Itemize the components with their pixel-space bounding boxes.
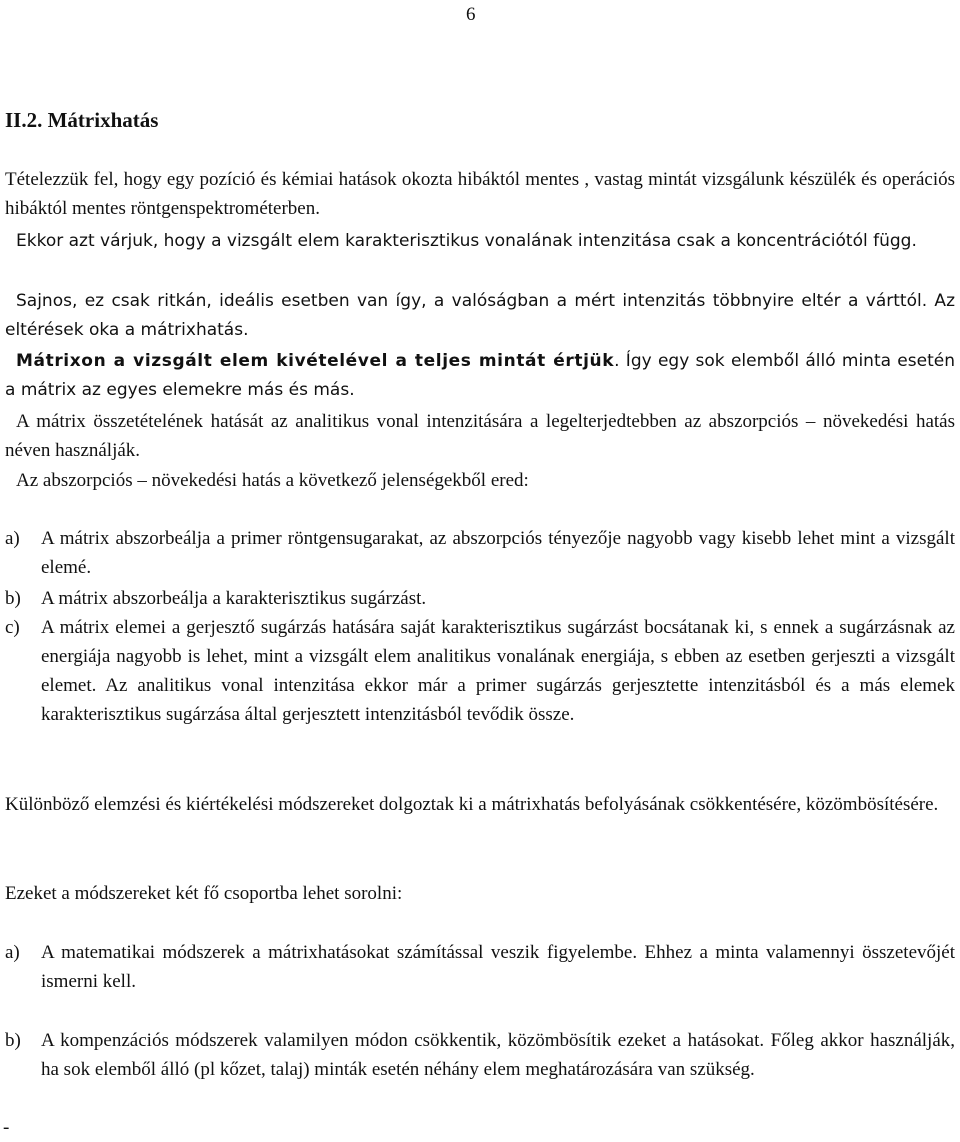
list-item-label: b) xyxy=(5,588,21,609)
list-item-label: a) xyxy=(5,942,20,963)
paragraph-method-groups: Ezeket a módszereket két fő csoportba lehet sorolni: xyxy=(5,883,403,904)
paragraph-absorption-effect: A mátrix összetételének hatását az analitikus vonal intenzitására a legelterjedtebben az abszorpciós – növekedési hatás néven használják. xyxy=(5,411,955,461)
list-item xyxy=(5,584,955,613)
list-item-text: A kompenzációs módszerek valamilyen módon csökkentik, közömbösítik ezeket a hatásokat. Főleg akkor használják, ha sok elemből álló (pl kőzet, talaj) minták esetén néhány elem meghatározására van szükség. xyxy=(41,1030,955,1080)
paragraph-matrix-definition xyxy=(5,347,955,405)
list-item-label: a) xyxy=(5,528,20,549)
paragraph-deviation: Sajnos, ez csak ritkán, ideális esetben van így, a valóságban a mért intenzitás többnyire eltér a várttól. Az eltérések oka a mátrixhatás. xyxy=(5,291,955,340)
intro-paragraph: Tételezzük fel, hogy egy pozíció és kémiai hatások okozta hibáktól mentes , vastag mintát vizsgálunk készülék és operációs hibáktól mentes röntgenspektrométerben. xyxy=(5,169,955,219)
list-item xyxy=(5,938,955,996)
list-item-text: A mátrix elemei a gerjesztő sugárzás hatására saját karakterisztikus sugárzást bocsátanak ki, s ennek a sugárzásnak az energiája nagyobb is lehet, mint a vizsgált elem analitikus vonalának energiája, s ebben az esetben gerjeszti a vizsgált elemet. Az analitikus vonal intenzitása ekkor már a primer sugárzás gerjesztette intenzitásból és a más elemek karakterisztikus sugárzása által gerjesztett intenzitásból tevődik össze. xyxy=(41,617,955,725)
list-item xyxy=(5,613,955,729)
matrix-definition-bold: Mátrixon a vizsgált elem kivételével a teljes mintát értjük xyxy=(16,351,615,371)
paragraph-phenomena-intro: Az abszorpciós – növekedési hatás a következő jelenségekből ered: xyxy=(16,470,529,491)
list-item-text: A matematikai módszerek a mátrixhatásokat számítással veszik figyelembe. Ehhez a minta valamennyi összetevőjét ismerni kell. xyxy=(41,942,955,992)
list-item xyxy=(5,1026,955,1084)
paragraph-expectation: Ekkor azt várjuk, hogy a vizsgált elem karakterisztikus vonalának intenzitása csak a koncentrációtól függ. xyxy=(16,231,917,251)
paragraph-methods: Különböző elemzési és kiértékelési módszereket dolgoztak ki a mátrixhatás befolyásának csökkentésére, közömbösítésére. xyxy=(5,794,939,815)
list-item-label: b) xyxy=(5,1030,21,1051)
page-number: 6 xyxy=(466,4,476,25)
trailing-dash: - xyxy=(3,1117,10,1138)
section-heading: II.2. Mátrixhatás xyxy=(5,108,159,132)
matrix-definition-rest: . Így egy sok elemből álló minta esetén a mátrix az egyes elemekre más és más. xyxy=(5,351,955,400)
list-item xyxy=(5,524,955,582)
list-item-label: c) xyxy=(5,617,20,638)
list-item-text: A mátrix abszorbeálja a primer röntgensugarakat, az abszorpciós tényezője nagyobb vagy kisebb lehet mint a vizsgált elemé. xyxy=(41,528,955,578)
list-item-text: A mátrix abszorbeálja a karakterisztikus sugárzást. xyxy=(41,588,427,609)
